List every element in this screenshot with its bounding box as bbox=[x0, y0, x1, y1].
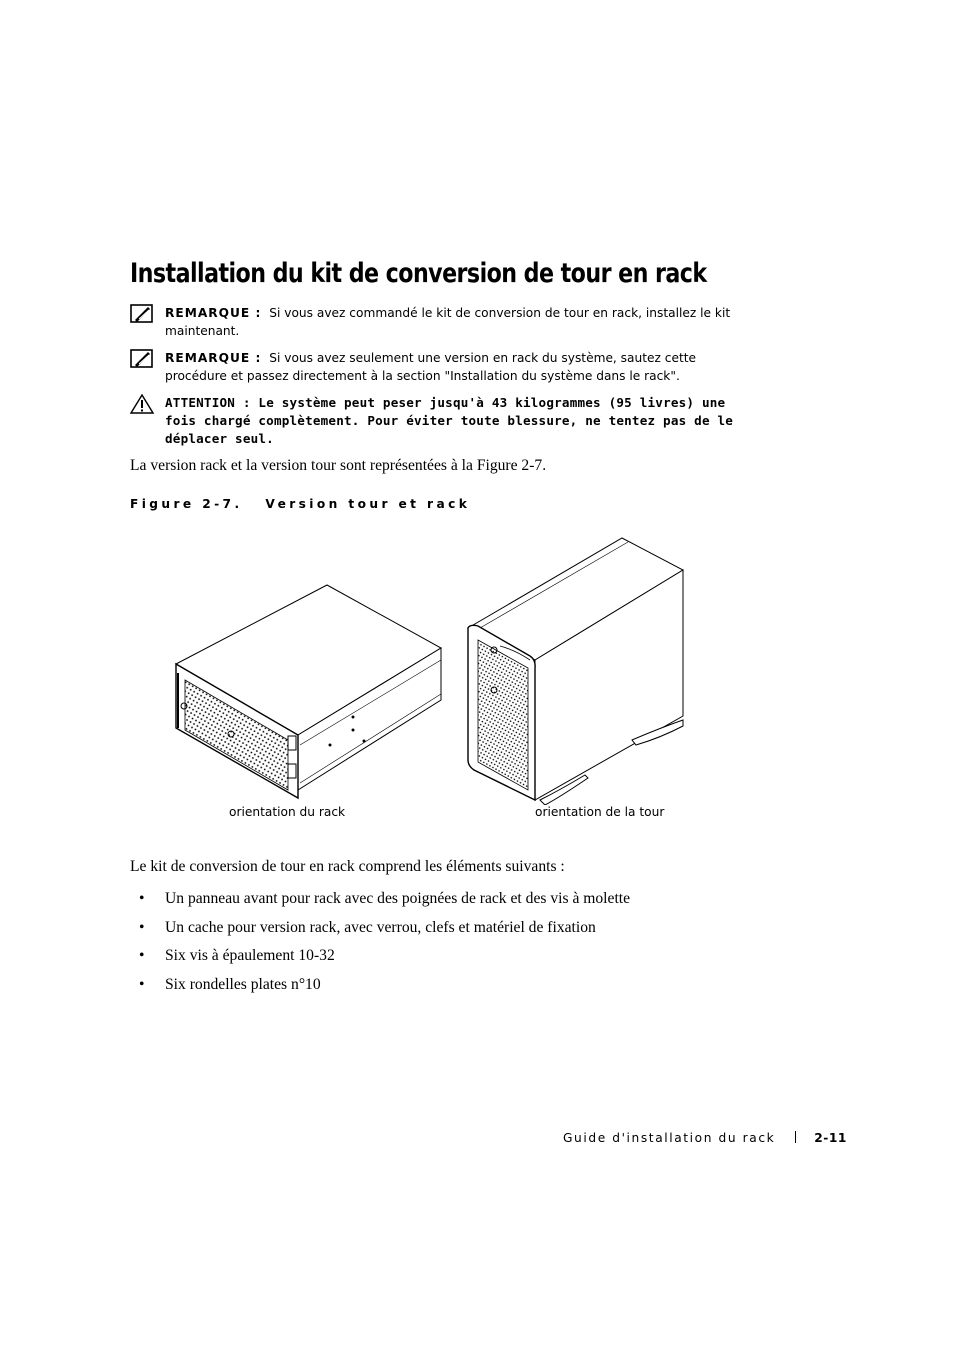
tower-orientation-label: orientation de la tour bbox=[535, 805, 665, 819]
rack-orientation-label: orientation du rack bbox=[229, 805, 346, 819]
list-item bbox=[130, 918, 630, 947]
note-label: REMARQUE : bbox=[165, 351, 262, 365]
note-label: REMARQUE : bbox=[165, 306, 262, 320]
list-item bbox=[130, 946, 630, 975]
list-item bbox=[130, 889, 630, 918]
rack-server-drawing bbox=[176, 585, 441, 798]
page-title: Installation du kit de conversion de tour en rack bbox=[130, 258, 707, 289]
list-item-text: Un panneau avant pour rack avec des poignées de rack et des vis à molette bbox=[165, 890, 631, 907]
warning-notice bbox=[130, 394, 750, 448]
bullet: • bbox=[139, 890, 145, 907]
tower-server-drawing bbox=[468, 538, 683, 805]
figure-illustration bbox=[160, 530, 700, 805]
list-item-text: Un cache pour version rack, avec verrou, clefs et matériel de fixation bbox=[165, 918, 596, 936]
bullet: • bbox=[139, 947, 145, 965]
pencil-note-icon bbox=[130, 304, 154, 324]
warning-label: ATTENTION : bbox=[165, 395, 251, 410]
note-2 bbox=[130, 349, 750, 385]
list-item-text: Six vis à épaulement 10-32 bbox=[165, 947, 335, 965]
page-footer bbox=[563, 1131, 847, 1145]
warning-text: Le système peut peser jusqu'à 43 kilogrammes (95 livres) une fois chargé complètement. Pour éviter toute blessure, ne tentez pas de le déplacer seul. bbox=[165, 395, 734, 446]
pencil-note-icon bbox=[130, 349, 154, 369]
parts-list bbox=[130, 889, 630, 1004]
list-intro: Le kit de conversion de tour en rack comprend les éléments suivants : bbox=[130, 858, 565, 875]
note-1 bbox=[130, 304, 750, 340]
bullet: • bbox=[139, 976, 145, 994]
footer-divider bbox=[795, 1131, 796, 1143]
warning-triangle-icon bbox=[130, 394, 154, 414]
note-text: Si vous avez seulement une version en rack du système, sautez cette procédure et passez directement à la section "Installation du système dans le rack". bbox=[165, 351, 697, 383]
list-item bbox=[130, 975, 630, 1004]
figure-caption: Figure 2-7. Version tour et rack bbox=[130, 497, 471, 511]
footer-title: Guide d'installation du rack bbox=[563, 1131, 776, 1145]
note-text: Si vous avez commandé le kit de conversion de tour en rack, installez le kit maintenant. bbox=[165, 306, 731, 338]
intro-paragraph: La version rack et la version tour sont représentées à la Figure 2-7. bbox=[130, 457, 547, 474]
page-number: 2-11 bbox=[814, 1131, 847, 1145]
bullet: • bbox=[139, 918, 145, 936]
list-item-text: Six rondelles plates n°10 bbox=[165, 976, 321, 994]
